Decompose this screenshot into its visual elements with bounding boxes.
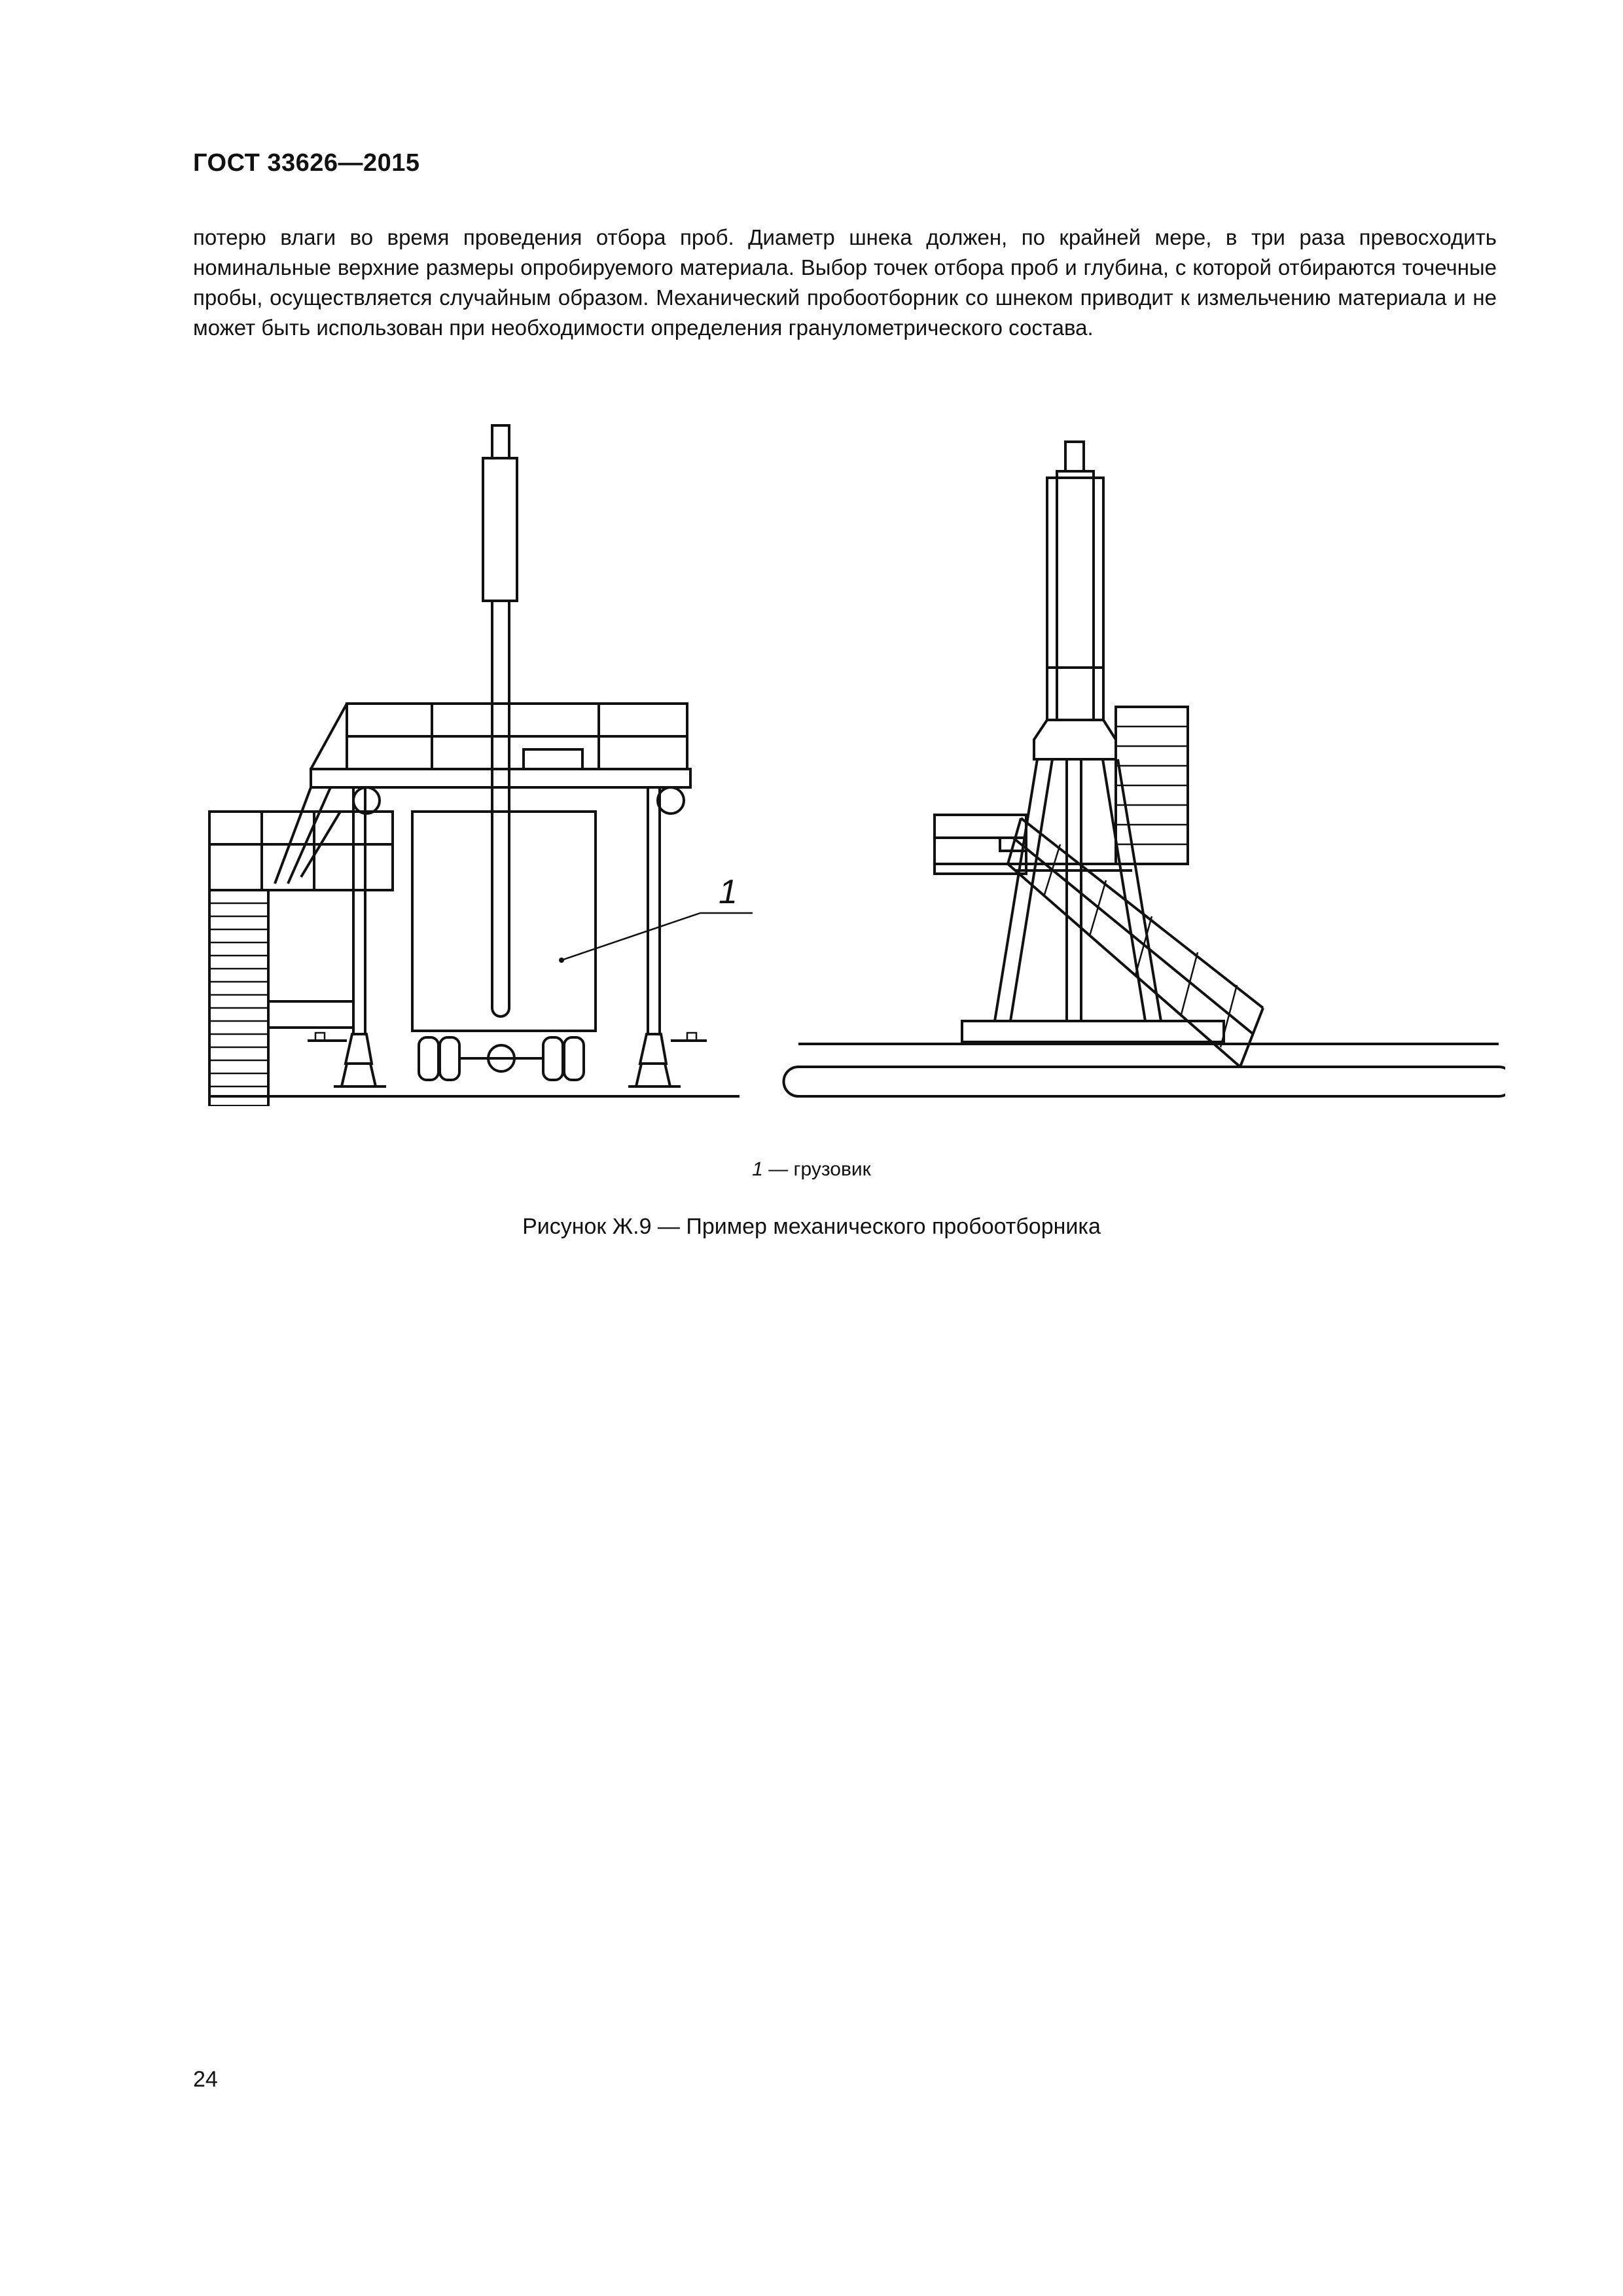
page-number: 24 (193, 2067, 218, 2092)
legend-text: — грузовик (762, 1158, 871, 1180)
sampler-drawing (190, 419, 1505, 1106)
figure-legend (0, 1158, 1623, 1181)
callout-label-1: 1 (719, 873, 738, 911)
figure-mechanical-sampler (190, 419, 1505, 1106)
document-header: ГОСТ 33626—2015 (193, 149, 420, 177)
left-view-drawing (209, 425, 753, 1106)
legend-number: 1 (752, 1158, 763, 1180)
body-paragraph: потерю влаги во время проведения отбора проб. Диаметр шнека должен, по крайней мере, в три раза превосходить номинальные верхние размеры опробируемого материала. Выбор точек отбора проб и глубина, с которой отбираются точечные пробы, осуществляется случайным образом. Механический пробоотборник со шнеком приводит к измельчению материала и не может быть использован при необходимости определения гранулометрического состава. (193, 225, 1497, 340)
figure-caption: Рисунок Ж.9 — Пример механического пробоотборника (522, 1214, 1101, 1239)
right-view-drawing (784, 442, 1506, 1096)
